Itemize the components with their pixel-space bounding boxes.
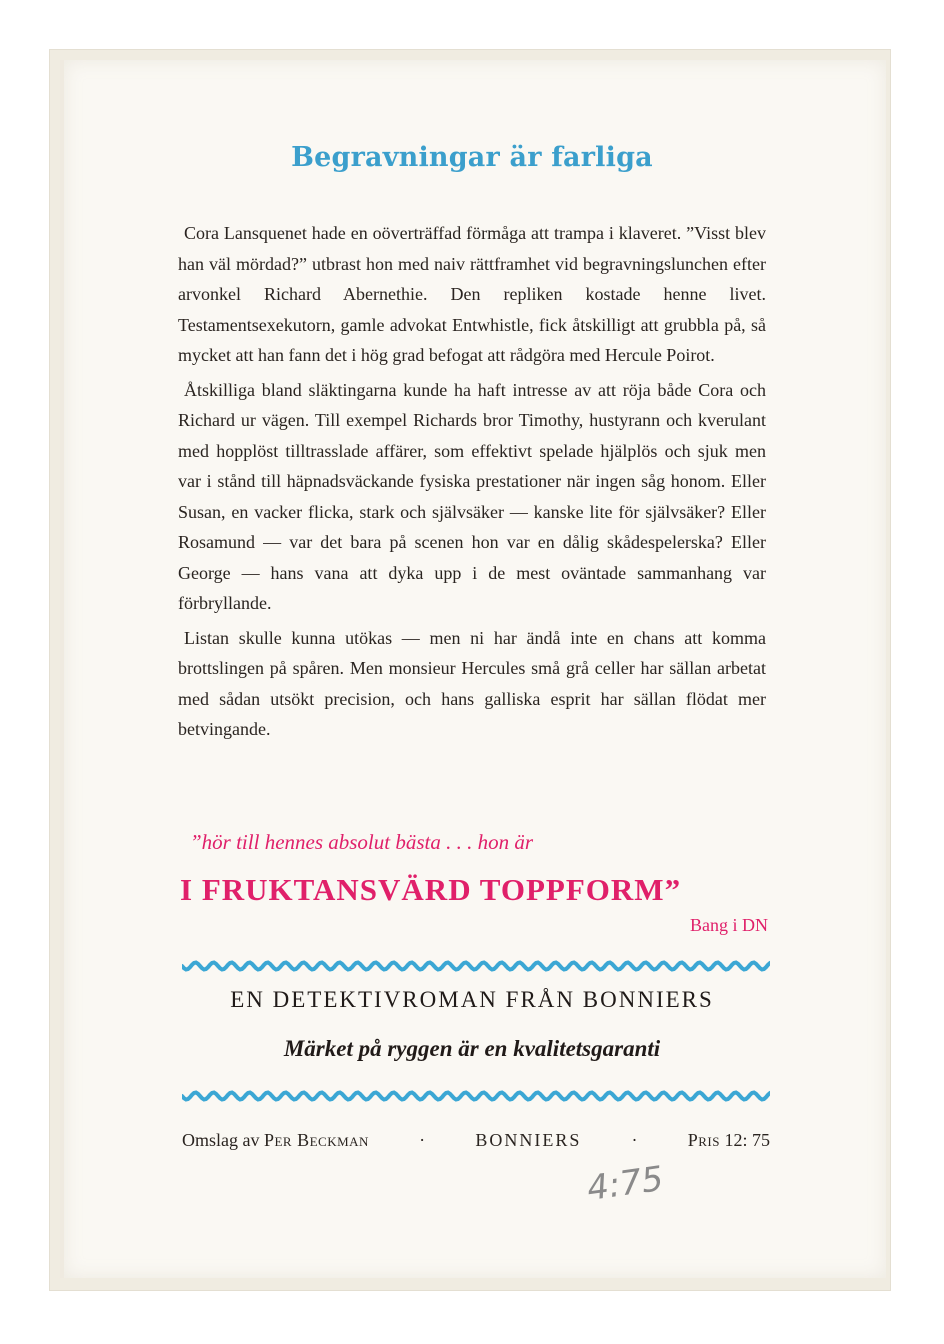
review-source: Bang i DN: [690, 915, 768, 935]
book-title: Begravningar är farliga: [291, 142, 653, 173]
wave-divider-bottom: [182, 1088, 770, 1104]
footer-separator-1: ·: [419, 1130, 426, 1150]
series-name: EN DETEKTIVROMAN FRÅN BONNIERS: [230, 987, 714, 1012]
review-quote-line: ”hör till hennes absolut bästa . . . hon är: [190, 830, 534, 854]
cover-credit: [182, 1130, 369, 1151]
quality-tagline: Märket på ryggen är en kvalitetsgaranti: [283, 1036, 661, 1061]
publisher: BONNIERS: [475, 1130, 582, 1150]
cover-artist: Per Beckman: [263, 1130, 369, 1150]
price-label: Pris: [687, 1130, 720, 1150]
wave-divider-top: [182, 958, 770, 974]
price: [688, 1130, 770, 1151]
cover-credit-prefix: Omslag av: [182, 1130, 260, 1150]
blurb-paragraph-3: Listan skulle kunna utökas — men ni har ändå inte en chans att komma brottslingen på spåren. Men monsieur Hercules små grå celler har sällan arbetat med sådan utsökt precision, och hans galliska esprit har sällan flödat mer betvingande.: [178, 627, 766, 739]
price-value: 12: 75: [724, 1130, 770, 1150]
blurb: [178, 218, 766, 749]
blurb-paragraph-1: Cora Lansquenet hade en oöverträffad förmåga att trampa i klaveret. ”Visst blev han väl mördad?” utbrast hon med naiv rättframhet vid begravningslunchen efter arvonkel Richard Abernethie. Den repliken kostade henne livet. Testamentsexekutorn, gamle advokat Entwhistle, fick åtskilligt att grubbla på, så mycket att han fann det i hög grad befogat att rådgöra med Hercule Poirot.: [178, 223, 766, 365]
review-quote-headline: I FRUKTANSVÄRD TOPPFORM”: [180, 872, 682, 907]
footer-separator-2: ·: [631, 1130, 638, 1150]
handwritten-price: 4:75: [584, 1158, 666, 1210]
blurb-paragraph-2: Åtskilliga bland släktingarna kunde ha haft intresse av att röja både Cora och Richard ur vägen. Till exempel Richards bror Timothy, hustyrann och kverulant med hopplöst tilltrasslade affärer, som effektivt spelade hjälplös och sjuk men var i stånd till häpnadsväckande fysiska prestationer när ingen såg honom. Eller Susan, en vacker flicka, stark och självsäker — kanske lite för självsäker? Eller Rosamund — var det bara på scenen hon var en dålig skådespelerska? Eller George — hans vana att dyka upp i de mest oväntade sammanhang var förbryllande.: [178, 379, 766, 613]
cover-footer: [182, 1130, 770, 1151]
